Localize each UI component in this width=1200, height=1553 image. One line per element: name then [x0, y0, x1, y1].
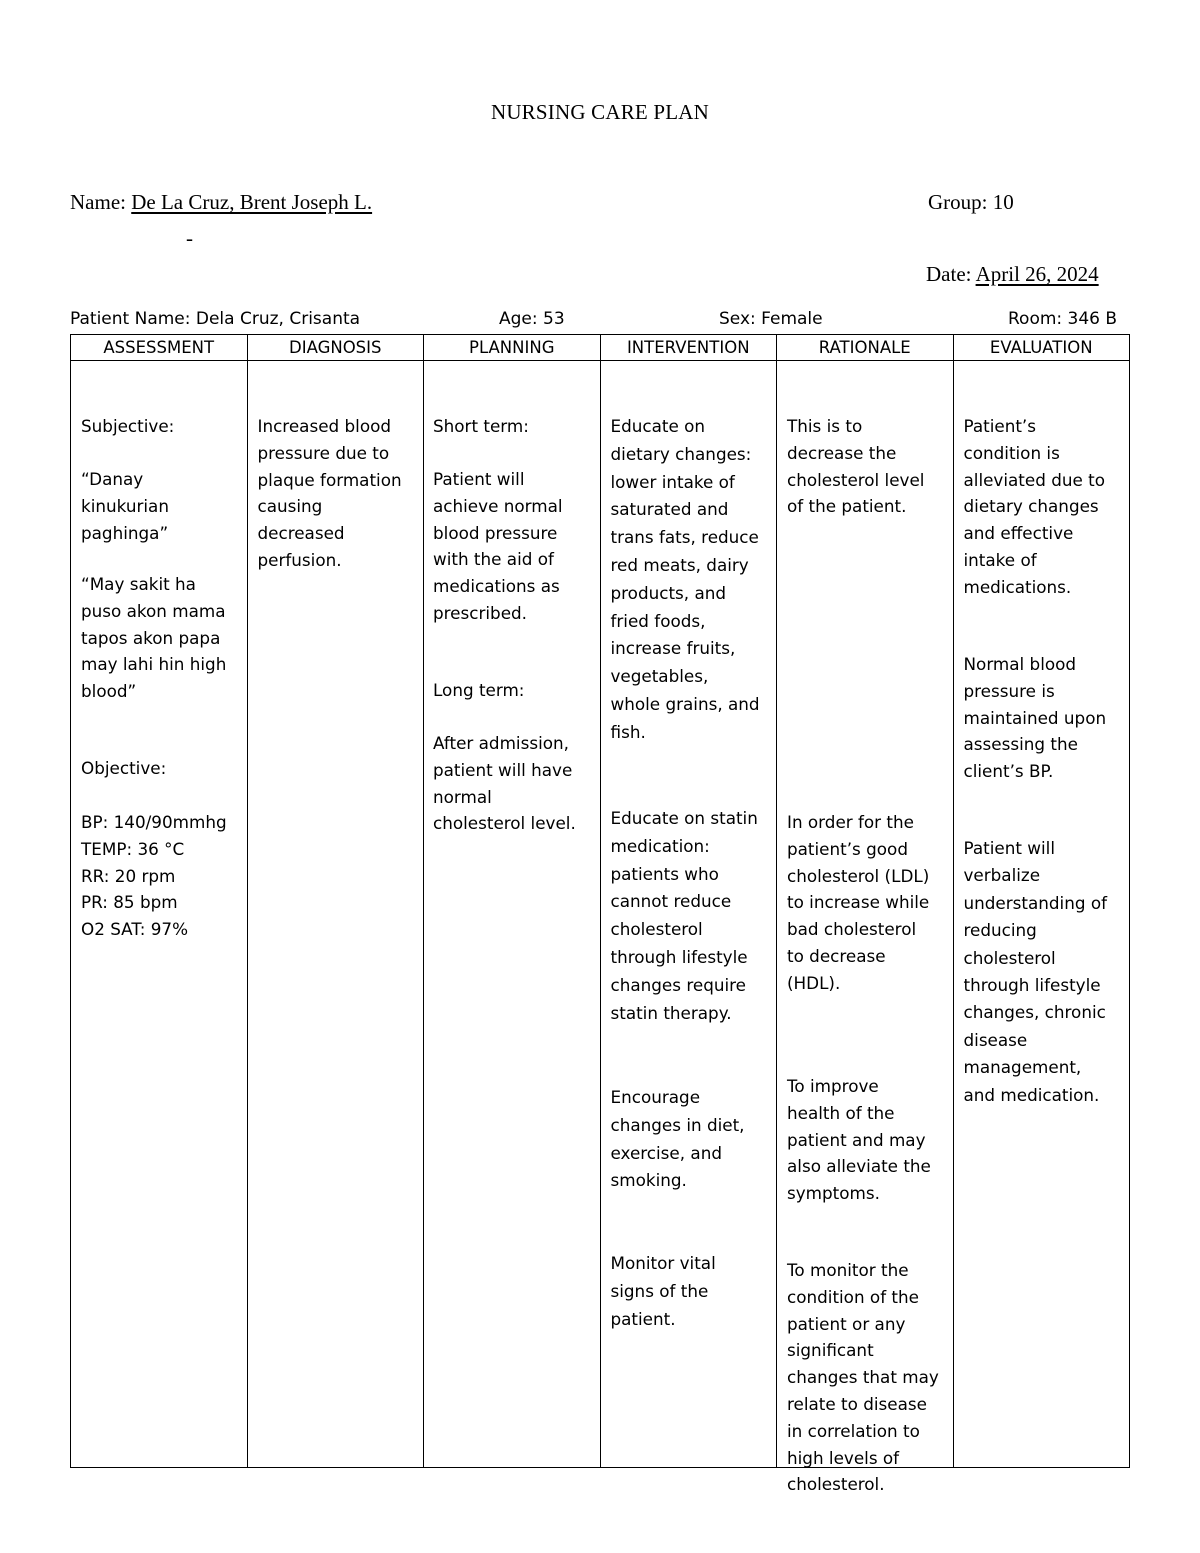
column-header-evaluation: EVALUATION: [953, 335, 1130, 361]
student-name-label: Name:: [70, 190, 132, 214]
rationale-cell: [777, 361, 954, 1495]
column-header-intervention: INTERVENTION: [600, 335, 777, 361]
subjective-quote-1: “Danay kinukurian paghinga”: [81, 469, 169, 543]
group-line: [928, 190, 1014, 215]
rationale-item-2: In order for the patient’s good cholesterol (LDL) to increase while bad cholesterol to decrease (HDL).: [787, 812, 930, 993]
rationale-item-4: To monitor the condition of the patient or any significant changes that may relate to disease in correlation to high levels of cholesterol.: [787, 1260, 939, 1495]
rationale-item-1: This is to decrease the cholesterol level of the patient.: [787, 416, 925, 517]
subjective-label: Subjective:: [81, 416, 175, 436]
planning-cell: [424, 361, 601, 1468]
patient-room: Room: 346 B: [1008, 309, 1118, 329]
blank-line-dash: -: [186, 226, 193, 250]
student-name-line: [70, 190, 372, 215]
diagnosis-cell: [247, 361, 424, 1468]
column-header-rationale: RATIONALE: [777, 335, 954, 361]
diagnosis-text: Increased blood pressure due to plaque formation causing decreased perfusion.: [257, 416, 402, 570]
patient-name: Patient Name: Dela Cruz, Crisanta: [70, 309, 361, 329]
assessment-cell: [71, 361, 248, 1468]
evaluation-item-3: Patient will verbalize understanding of reducing cholesterol through lifestyle changes, chronic disease management, and medication.: [963, 838, 1108, 1105]
student-name-value: De La Cruz, Brent Joseph L.: [131, 190, 373, 214]
page-title: NURSING CARE PLAN: [490, 100, 710, 124]
short-term-goal: Patient will achieve normal blood pressure with the aid of medications as prescribed.: [433, 469, 563, 623]
group-label: Group:: [928, 190, 993, 214]
patient-age: Age: 53: [499, 309, 565, 329]
long-term-goal: After admission, patient will have normal cholesterol level.: [433, 733, 576, 834]
evaluation-cell: [953, 361, 1130, 1468]
intervention-item-3: Encourage changes in diet, exercise, and smoking.: [610, 1087, 745, 1191]
date-value: April 26, 2024: [975, 262, 1099, 286]
short-term-label: Short term:: [433, 416, 529, 436]
column-header-assessment: ASSESSMENT: [71, 335, 248, 361]
long-term-label: Long term:: [433, 680, 525, 700]
group-value: 10: [992, 190, 1014, 214]
objective-vitals: BP: 140/90mmhg TEMP: 36 °C RR: 20 rpm PR: 85 bpm O2 SAT: 97%: [81, 812, 227, 940]
subjective-quote-2: “May sakit ha puso akon mama tapos akon papa may lahi hin high blood”: [81, 574, 227, 702]
intervention-cell: [600, 361, 777, 1468]
table-header-row: [71, 335, 1130, 361]
intervention-item-1: Educate on dietary changes: lower intake of saturated and trans fats, reduce red meats, dairy products, and fried foods, increase fruits, vegetables, whole grains, and fish.: [610, 416, 760, 742]
table-row: [71, 361, 1130, 1468]
date-label: Date:: [926, 262, 976, 286]
evaluation-item-1: Patient’s condition is alleviated due to dietary changes and effective intake of medications.: [963, 416, 1105, 597]
intervention-item-4: Monitor vital signs of the patient.: [610, 1253, 716, 1329]
rationale-item-3: To improve health of the patient and may also alleviate the symptoms.: [787, 1076, 931, 1204]
column-header-planning: PLANNING: [424, 335, 601, 361]
intervention-item-2: Educate on statin medication: patients who cannot reduce cholesterol through lifestyle changes require statin therapy.: [610, 808, 758, 1023]
column-header-diagnosis: DIAGNOSIS: [247, 335, 424, 361]
date-line: [926, 262, 1099, 287]
care-plan-table: [70, 334, 1130, 1495]
patient-sex: Sex: Female: [719, 309, 823, 329]
evaluation-item-2: Normal blood pressure is maintained upon assessing the client’s BP.: [963, 654, 1107, 782]
objective-label: Objective:: [81, 758, 167, 778]
